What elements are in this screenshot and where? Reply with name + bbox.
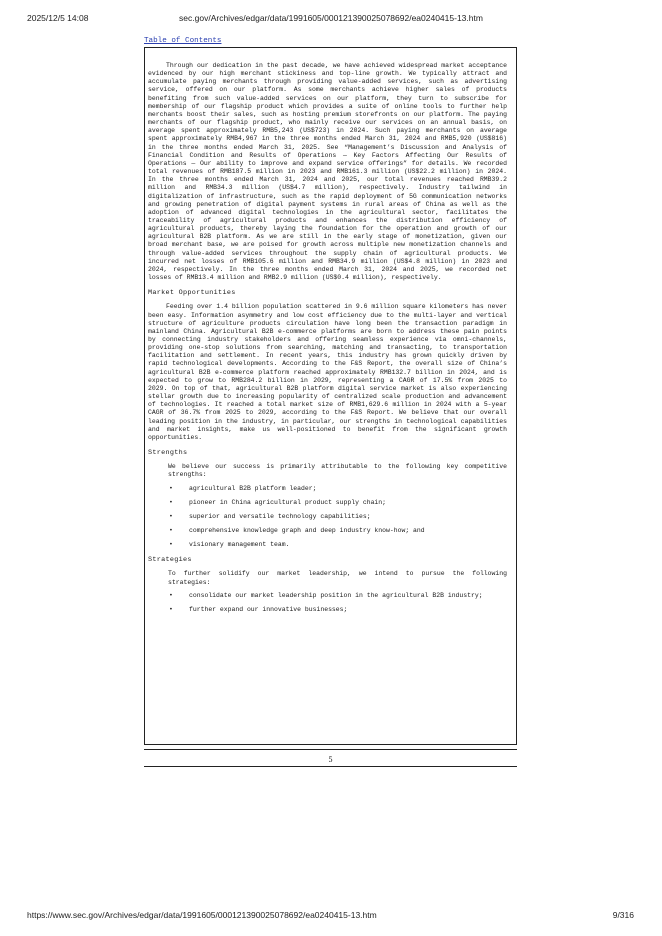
print-url: https://www.sec.gov/Archives/edgar/data/1991605/000121390025078692/ea0240415-13.htm bbox=[27, 910, 377, 920]
browser-print-footer bbox=[0, 910, 662, 924]
strengths-intro: We believe our success is primarily attributable to the following key competitive strengths: bbox=[168, 463, 507, 479]
bullet-icon: • bbox=[169, 541, 173, 549]
table-of-contents-link[interactable]: Table of Contents bbox=[144, 37, 222, 45]
page-divider-top bbox=[144, 749, 517, 750]
list-item: • further expand our innovative businesses; bbox=[169, 605, 348, 613]
list-item: • agricultural B2B platform leader; bbox=[169, 484, 317, 492]
bullet-icon: • bbox=[169, 498, 173, 506]
list-item: • superior and versatile technology capabilities; bbox=[169, 512, 371, 520]
list-item: • consolidate our market leadership position in the agricultural B2B industry; bbox=[169, 591, 483, 599]
bullet-icon: • bbox=[169, 484, 173, 492]
bullet-icon: • bbox=[169, 591, 173, 599]
list-item: • pioneer in China agricultural product supply chain; bbox=[169, 498, 387, 506]
page-divider-bottom bbox=[144, 766, 517, 767]
strategies-heading: Strategies bbox=[148, 556, 192, 565]
print-timestamp: 2025/12/5 14:08 bbox=[27, 13, 89, 23]
list-item: • visionary management team. bbox=[169, 541, 290, 549]
list-item: • comprehensive knowledge graph and deep industry know-how; and bbox=[169, 526, 425, 534]
market-opportunities-heading: Market Opportunities bbox=[148, 289, 236, 298]
intro-paragraph: Through our dedication in the past decade, we have achieved widespread market acceptance evidenced by our high merchant stickiness and top-line growth. We typically attract and accumulate paying merchants through providing value-added services, such as advertising service, offered on our platform. As some merchants achieve higher sales of products benefiting from such value-added services on our platform, they turn to subscribe for membership of our flagship product which provides a suite of online tools to further help merchants boost their sales, such as hosting premium storefronts on our platform. The paying merchants of our flagship product, who mainly receive our services on an annual basis, on average spent approximately RMB5,243 (US$723) in 2024. Such paying merchants on average spent approximately RMB4,967 in the three months ended March 31, 2024 and RMB5,920 (US$816) in the three months ended March 31, 2025. See “Management’s Discussion and Analysis of Financial Condition and Results of Operations — Key Factors Affecting Our Results of Operations — Our ability to improve and expand service offerings” for details. We recorded total revenues of RMB187.5 million in 2023 and RMB161.3 million (US$22.2 million) in 2024. In the three months ended March 31, 2024 and 2025, our total revenues reached RMB39.2 million and RMB34.3 million (US$4.7 million), respectively. Industry tailwind in digitalization of infrastructure, such as the rapid deployment of 5G communication networks and growing penetration of digital payment systems in rural areas of China as well as the adoption of advanced digital technologies in the agricultural sector, facilitates the traceability of agricultural products and enhances the distribution efficiency of agricultural products, thereby laying the foundation for the operation and growth of our agricultural B2B platform. As we are still in the early stage of monetization, given our broad merchant base, we are poised for growth across multiple new monetization channels and through value-added services throughout the supply chain of agricultural products. We incurred net losses of RMB105.6 million and RMB34.9 million (US$4.8 million) in 2023 and 2024, respectively. In the three months ended March 31, 2024 and 2025, we recorded net losses of RMB13.4 million and RMB2.9 million (US$0.4 million), respectively. bbox=[148, 62, 507, 282]
bullet-icon: • bbox=[169, 526, 173, 534]
market-opportunities-paragraph: Feeding over 1.4 billion population scattered in 9.6 million square kilometers has never been easy. Information asymmetry and low cost efficiency due to the multi-layer and vertical structure of agriculture products circulation have long been the transaction paradigm in mainland China. Agricultural B2B e-commerce platforms are born to address these pain points by connecting industry stakeholders and offering seamless experience via omni-channels, providing one-stop solutions from searching, matching and transacting, to transportation facilitation and settlement. In recent years, this industry has grown quickly driven by rapid technological developments. According to the F&S Report, the overall size of China’s agricultural B2B e-commerce platform reached approximately RMB132.7 billion in 2024, and is expected to grow to RMB284.2 billion in 2029, representing a CAGR of 17.5% from 2025 to 2029. On top of that, agricultural B2B platform digital service market is also experiencing stellar growth due to increasing popularity of centralized scale production and advancement of technologies. It reached a total market size of RMB1,629.6 million in 2024 with a 5-year CAGR of 36.7% from 2025 to 2029, according to the F&S Report. We believe that our overall leading position in the industry, in particular, our strengths in technological capabilities and market insights, make us well-positioned to benefit from the significant growth opportunities. bbox=[148, 303, 507, 441]
bullet-icon: • bbox=[169, 512, 173, 520]
print-page-count: 9/316 bbox=[612, 910, 634, 920]
browser-print-header bbox=[0, 13, 662, 27]
strategies-list bbox=[148, 592, 507, 614]
strengths-list bbox=[148, 485, 507, 550]
print-page-title: sec.gov/Archives/edgar/data/1991605/000121390025078692/ea0240415-13.htm bbox=[179, 13, 483, 23]
document-content-frame bbox=[144, 47, 517, 745]
bullet-icon: • bbox=[169, 605, 173, 613]
page-number: 5 bbox=[328, 755, 333, 764]
strategies-intro: To further solidify our market leadership, we intend to pursue the following strategies: bbox=[168, 570, 507, 586]
strengths-heading: Strengths bbox=[148, 449, 188, 458]
